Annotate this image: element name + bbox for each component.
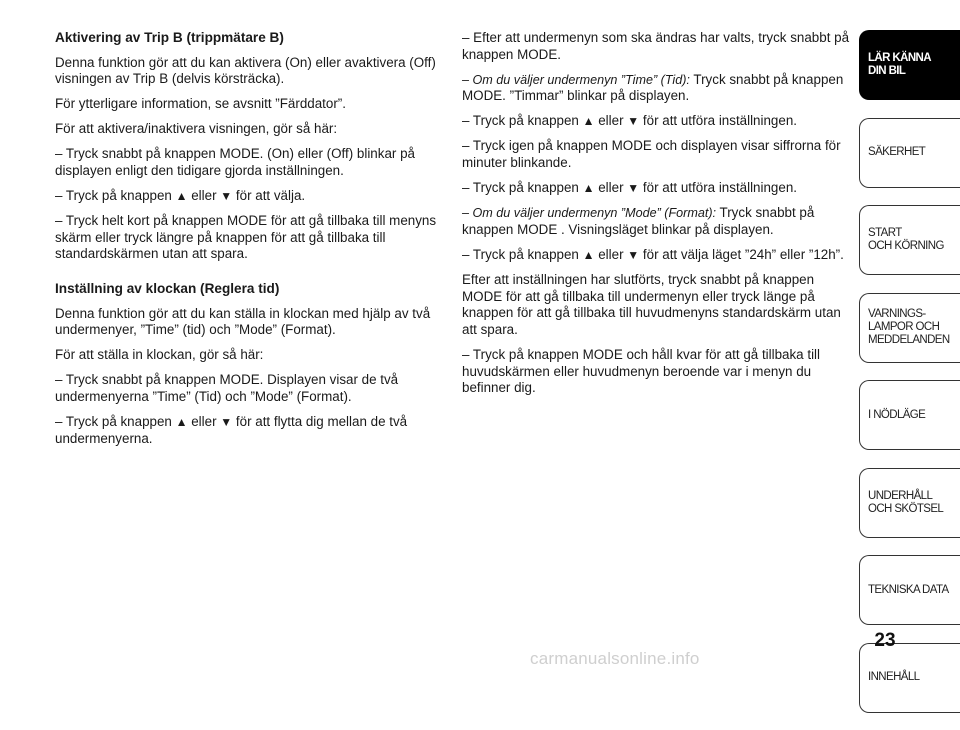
text: för att utföra inställningen. (642, 180, 797, 196)
paragraph (462, 72, 852, 105)
paragraph: Denna funktion gör att du kan ställa in klockan med hjälp av två undermenyer, ”Time” (tid) och ”Mode” (Format). (55, 305, 431, 338)
up-arrow-icon: ▲ (582, 247, 595, 262)
paragraph: – Tryck igen på knappen MODE och displayen visar siffrorna för minuter blinkande. (462, 138, 841, 171)
text: eller (191, 188, 217, 204)
chapter-tab[interactable] (859, 205, 960, 275)
text: eller (191, 414, 217, 430)
chapter-tab-label: SÄKERHET (868, 146, 926, 158)
paragraph (55, 188, 440, 205)
chapter-tab-label: UNDERHÅLL OCH SKÖTSEL (868, 489, 944, 515)
text: – Tryck på knappen (462, 113, 579, 129)
chapter-tab-label: INNEHÅLL (868, 671, 920, 683)
text: för att utföra inställningen. (642, 113, 797, 129)
up-arrow-icon: ▲ (582, 114, 595, 129)
paragraph (462, 247, 852, 264)
up-arrow-icon: ▲ (175, 189, 188, 204)
text: Tryck snabbt på knappen MODE. ”Timmar” blinkar på displayen. (462, 71, 844, 104)
text: för att välja läget ”24h” eller ”12h”. (642, 246, 844, 262)
chapter-tab-label: VARNINGS- LAMPOR OCH MEDDELANDEN (868, 308, 950, 346)
chapter-tab[interactable] (859, 643, 960, 713)
chapter-tab[interactable] (859, 118, 960, 188)
down-arrow-icon: ▼ (220, 415, 233, 430)
section-heading-clock: Inställning av klockan (Reglera tid) (55, 281, 280, 297)
watermark: carmanualsonline.info (530, 649, 700, 668)
italic-lead: – Om du väljer undermenyn ”Mode” (Format): (462, 206, 717, 221)
chapter-tab[interactable] (859, 293, 960, 363)
paragraph: – Efter att undermenyn som ska ändras har valts, tryck snabbt på knappen MODE. (462, 30, 850, 62)
down-arrow-icon: ▼ (627, 247, 640, 262)
paragraph: För att aktivera/inaktivera visningen, gör så här: (55, 121, 338, 137)
text: – Tryck på knappen (462, 180, 579, 196)
down-arrow-icon: ▼ (220, 189, 233, 204)
chapter-tabs (859, 30, 960, 730)
paragraph: – Tryck snabbt på knappen MODE. (On) eller (Off) blinkar på displayen enligt den tidigare gjorda inställningen. (55, 146, 415, 179)
paragraph: För ytterligare information, se avsnitt ”Färddator”. (55, 96, 346, 112)
chapter-tab[interactable] (859, 30, 960, 100)
paragraph: – Tryck helt kort på knappen MODE för att gå tillbaka till menyns skärm eller tryck längre på knappen för att gå tillbaka till standardskärmen utan att spara. (55, 213, 437, 262)
paragraph (462, 113, 852, 130)
text: – Tryck på knappen (55, 188, 172, 204)
paragraph: – Tryck på knappen MODE och håll kvar för att gå tillbaka till huvudskärmen eller huvudmenyn beroende var i menyn du befinner dig. (462, 346, 820, 396)
chapter-tab-label: LÄR KÄNNA DIN BIL (868, 52, 931, 77)
up-arrow-icon: ▲ (175, 415, 188, 430)
chapter-tab[interactable] (859, 468, 960, 538)
text: för att flytta dig mellan de två undermenyerna. (55, 414, 408, 446)
chapter-tab[interactable] (859, 380, 960, 450)
chapter-tab[interactable] (859, 555, 960, 625)
paragraph: Efter att inställningen har slutförts, tryck snabbt på knappen MODE för att gå tillbaka till undermenyn eller tryck länge på knappen för att gå tillbaka till huvudmenyns standardskärm utan att spara. (462, 272, 841, 337)
paragraph: Denna funktion gör att du kan aktivera (On) eller avaktivera (Off) visningen av Trip B (delvis körsträcka). (55, 54, 436, 87)
paragraph (462, 205, 852, 238)
text: eller (598, 113, 624, 129)
paragraph (462, 180, 852, 197)
text: eller (598, 246, 624, 262)
text: eller (598, 180, 624, 196)
down-arrow-icon: ▼ (627, 114, 640, 129)
down-arrow-icon: ▼ (627, 181, 640, 196)
paragraph: – Tryck snabbt på knappen MODE. Displayen visar de två undermenyerna ”Time” (Tid) och ”Mode” (Format). (55, 372, 399, 404)
section-heading-trip-b: Aktivering av Trip B (trippmätare B) (55, 30, 284, 45)
left-column (55, 30, 440, 456)
text: Tryck snabbt på knappen MODE . Visningsläget blinkar på displayen. (462, 205, 815, 237)
right-column (462, 30, 852, 405)
page-number: 23 (874, 630, 896, 651)
chapter-tab-label: I NÖDLÄGE (868, 408, 926, 421)
text: – Tryck på knappen (55, 414, 172, 430)
up-arrow-icon: ▲ (582, 181, 595, 196)
chapter-tab-label: TEKNISKA DATA (868, 583, 949, 596)
text: – Tryck på knappen (462, 246, 579, 262)
text: för att välja. (235, 188, 306, 204)
chapter-tab-label: START OCH KÖRNING (868, 227, 944, 252)
paragraph (55, 414, 440, 447)
italic-lead: – Om du väljer undermenyn ”Time” (Tid): (462, 72, 690, 87)
paragraph: För att ställa in klockan, gör så här: (55, 347, 264, 363)
